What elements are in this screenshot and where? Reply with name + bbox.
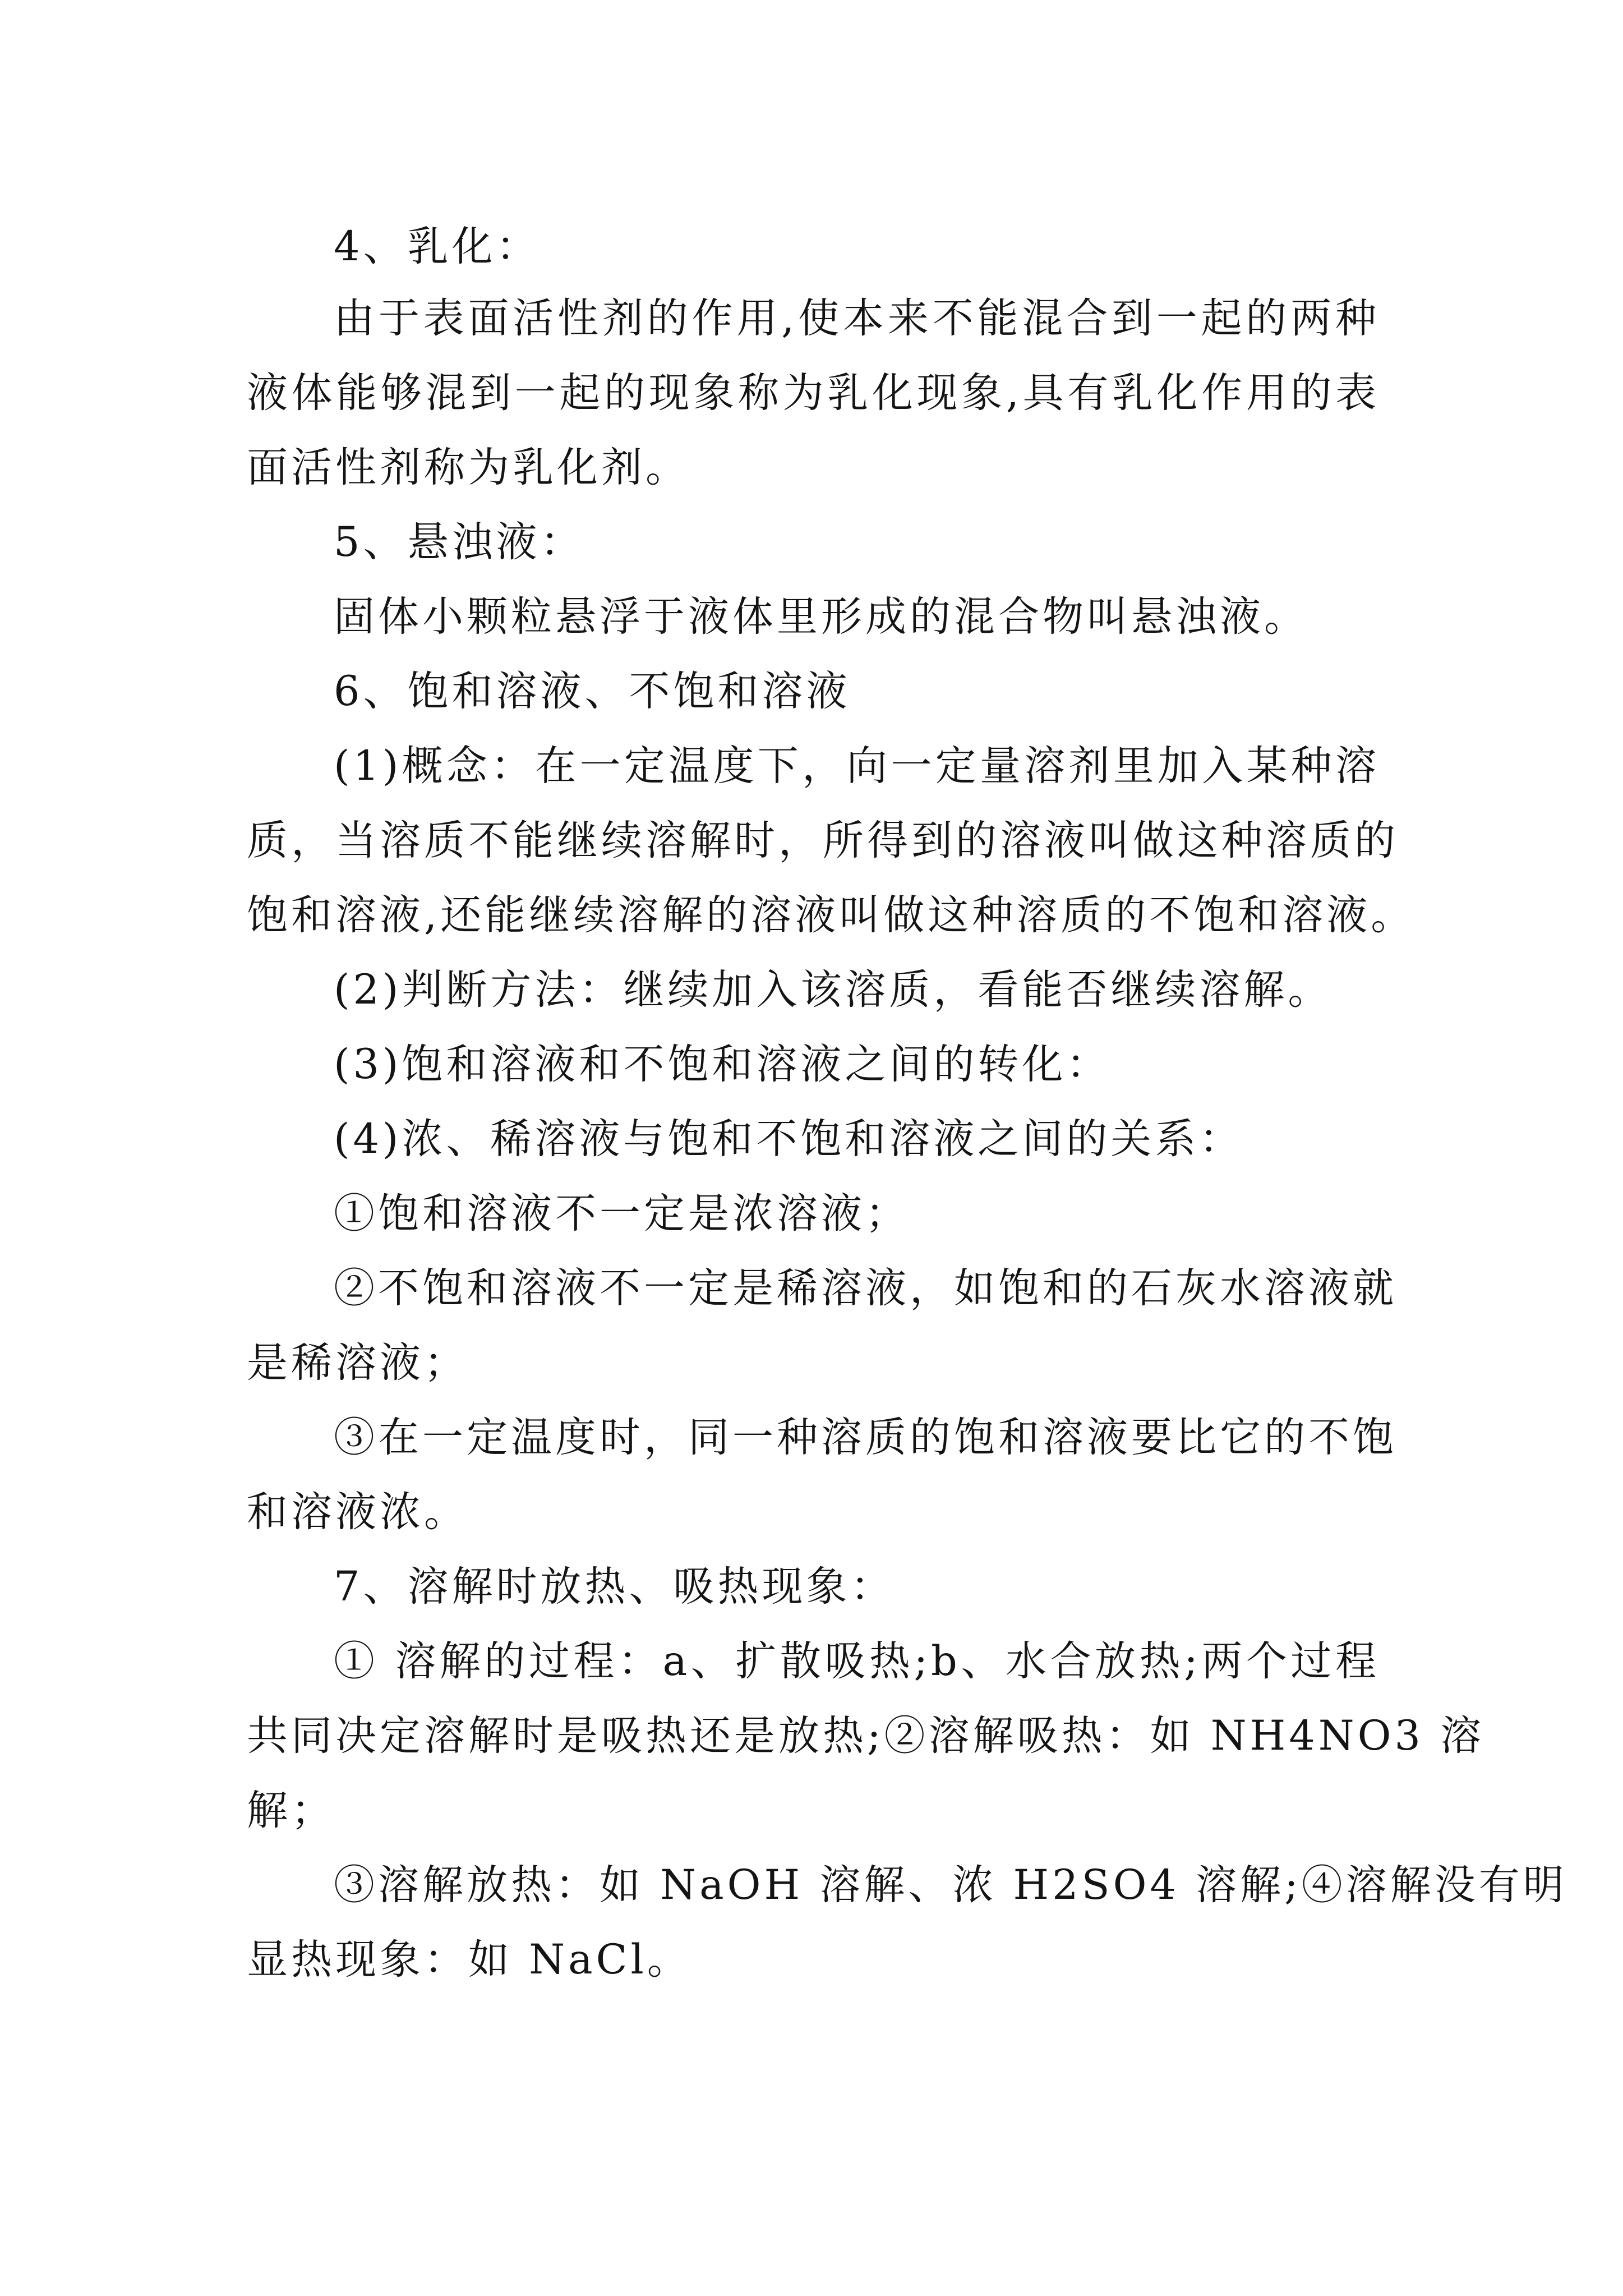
paragraph-line: 由于表面活性剂的作用,使本来不能混合到一起的两种 [334,295,1380,342]
paragraph-line: ① 溶解的过程：a、扩散吸热;b、水合放热;两个过程 [334,1637,1380,1685]
paragraph-line: 面活性剂称为乳化剂。 [247,444,690,491]
paragraph-line: ③在一定温度时，同一种溶质的饱和溶液要比它的不饱 [334,1414,1397,1461]
paragraph-line: 固体小颗粒悬浮于液体里形成的混合物叫悬浊液。 [334,593,1308,641]
heading-dissolution-heat: 7、溶解时放热、吸热现象： [334,1563,895,1611]
paragraph-line: 是稀溶液； [247,1339,468,1387]
paragraph-line: (1)概念：在一定温度下，向一定量溶剂里加入某种溶 [334,742,1380,790]
paragraph-line: 显热现象：如 NaCl。 [247,1936,691,1984]
paragraph-line: ①饱和溶液不一定是浓溶液； [334,1190,910,1237]
heading-suspension: 5、悬浊液： [334,518,585,566]
paragraph-line: 和溶液浓。 [247,1488,468,1536]
heading-saturated-solution: 6、饱和溶液、不饱和溶液 [334,668,851,715]
paragraph-line: ②不饱和溶液不一定是稀溶液，如饱和的石灰水溶液就 [334,1264,1397,1312]
paragraph-line: 饱和溶液,还能继续溶解的溶液叫做这种溶质的不饱和溶液。 [247,891,1415,939]
paragraph-line: (4)浓、稀溶液与饱和不饱和溶液之间的关系： [334,1115,1244,1163]
paragraph-line: (2)判断方法：继续加入该溶质，看能否继续溶解。 [334,966,1332,1014]
paragraph-line: ③溶解放热：如 NaOH 溶解、浓 H2SO4 溶解;④溶解没有明 [334,1861,1567,1909]
paragraph-line: 质，当溶质不能继续溶解时，所得到的溶液叫做这种溶质的 [247,817,1399,864]
paragraph-line: 解； [247,1787,335,1834]
paragraph-line: (3)饱和溶液和不饱和溶液之间的转化： [334,1041,1111,1088]
heading-emulsification: 4、乳化： [334,223,541,270]
paragraph-line: 液体能够混到一起的现象称为乳化现象,具有乳化作用的表 [247,369,1380,417]
paragraph-line: 共同决定溶解时是吸热还是放热;②溶解吸热：如 NH4NO3 溶 [247,1712,1485,1760]
